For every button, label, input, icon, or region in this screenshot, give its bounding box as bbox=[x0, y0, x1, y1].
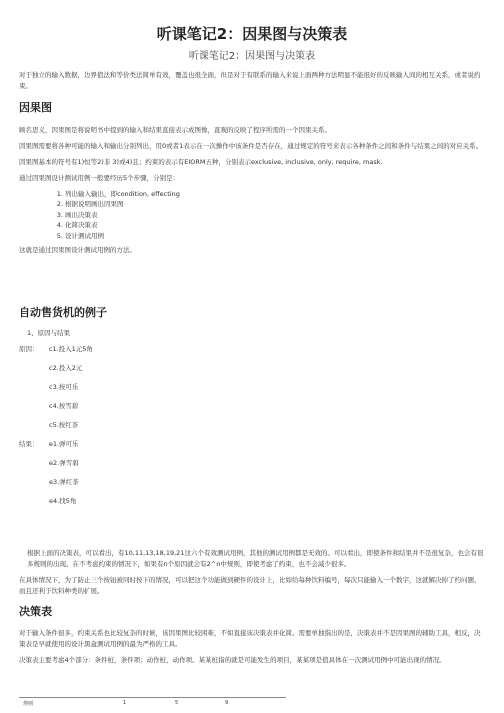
effect-line bbox=[19, 439, 485, 450]
paragraph: 因果图基本的符号有1)恒等2)非 3)或4)且；约束的表示有EIORM五种，分别表示exclusive, inclusive, only, require, mask. bbox=[19, 158, 383, 166]
page-subtitle: 听课笔记2：因果图与决策表 bbox=[188, 51, 316, 62]
table-header-cell: 1 bbox=[123, 700, 127, 706]
intro-block bbox=[19, 70, 485, 92]
decision-table-header bbox=[19, 697, 286, 710]
paragraph: 通过因果图设计测试用例一般要经历5个步骤，分别是： bbox=[19, 174, 180, 182]
effect-item: e2.弹雪碧 bbox=[49, 459, 79, 467]
decision-analysis-block bbox=[19, 548, 485, 597]
sub-heading: 1、原因与结果 bbox=[27, 329, 71, 337]
table-header-cell: 9 bbox=[225, 700, 229, 706]
list-item: 1. 列出输入输出，即condition, effecting bbox=[65, 189, 485, 199]
paragraph: 根据上面的决策表，可以看出，有10,11,13,18,19,21这六个有效测试用例，其他的测试用例都是无效的。可以看出，即使条件和结果并不是很复杂，也会有很多规则的出现。在不考虑约束的情况下，如果有n个原因就会有2^n中规则，即使考虑了约束，也不会减少很多。 bbox=[27, 549, 484, 568]
paragraph: 顾名思义，因果图是将说明书中提到的输入和结果直接表示成图像，直观的反映了程序所需的一个因果关系。 bbox=[19, 126, 331, 134]
paragraph: 因果图需要将各种可能的输入和输出分别列出，用0或者1表示在一次操作中该条件是否存在，通过规定的符号来表示各种条件之间和条件与结果之间的对应关系。 bbox=[19, 142, 483, 150]
table-header-cell: 5 bbox=[175, 700, 179, 706]
effect-label: 结果： bbox=[19, 440, 39, 448]
steps-list bbox=[19, 189, 485, 241]
paragraph: 这就是通过因果图设计测试用例的方法。 bbox=[19, 246, 136, 255]
paragraph: 在具体情况下，为了防止三个按钮被同时按下的情况，可以把这个功能做到硬件的设计上，比如给每种饮料编号，每次只能输入一个数字，这就解决掉了约问题，而且还利于饮料种类的扩展。 bbox=[19, 576, 481, 595]
intro-paragraph: 对于独立的输入数据，边界值法和等价类法简单有效，覆盖也很全面，但是对于有联系的输入来说上面两种方法明显不能很好的反映输入间的相互关系，或者说约束。 bbox=[19, 71, 481, 90]
effect-item: e1.弹可乐 bbox=[48, 440, 79, 448]
cause-item: c1.投入1元5角 bbox=[48, 345, 93, 353]
section-heading-decision-table: 决策表 bbox=[19, 605, 52, 618]
cause-line bbox=[19, 344, 485, 355]
section-heading-cause-effect: 因果图 bbox=[19, 101, 52, 114]
paragraph: 对于输入条件很多，约束关系也比较复杂的时候，该因果图比较困难，不如直接该决策表并化简。需要单独指出的是，决策表并不是因果图的辅助工具，相反，决策表是早就使用的设计黑盒测试用例的最为严格的工具。 bbox=[19, 629, 481, 648]
section-vending-machine bbox=[19, 305, 485, 507]
list-item: 4. 化简决策表 bbox=[65, 220, 485, 230]
list-item: 3. 画出决策表 bbox=[65, 210, 485, 220]
cause-label: 原因： bbox=[19, 345, 39, 353]
paragraph: 决策表主要考虑4个部分：条件桩，条件项；动作桩，动作项。某某桩指的就是可能发生的项目，某某项是值具体在一次测试用例中可能出现的情况。 bbox=[19, 656, 446, 664]
cause-item: c5.按红茶 bbox=[49, 421, 79, 429]
table-header-cell: 规则 bbox=[23, 701, 34, 707]
page-title: 听课笔记2：因果图与决策表 bbox=[156, 25, 348, 43]
cause-item: c3.按可乐 bbox=[49, 383, 79, 391]
effect-item: e4.找5角 bbox=[49, 497, 77, 505]
section-cause-effect bbox=[19, 100, 485, 256]
cause-item: c4.按雪碧 bbox=[49, 402, 79, 410]
effect-item: e3.弹红茶 bbox=[49, 478, 79, 486]
list-item: 5. 设计测试用例 bbox=[65, 231, 485, 241]
section-heading-vending-machine: 自动售货机的例子 bbox=[19, 306, 107, 319]
section-decision-table bbox=[19, 604, 485, 666]
cause-item: c2.投入2元 bbox=[49, 364, 83, 372]
list-item: 2. 根据说明画出因果图 bbox=[65, 199, 485, 209]
